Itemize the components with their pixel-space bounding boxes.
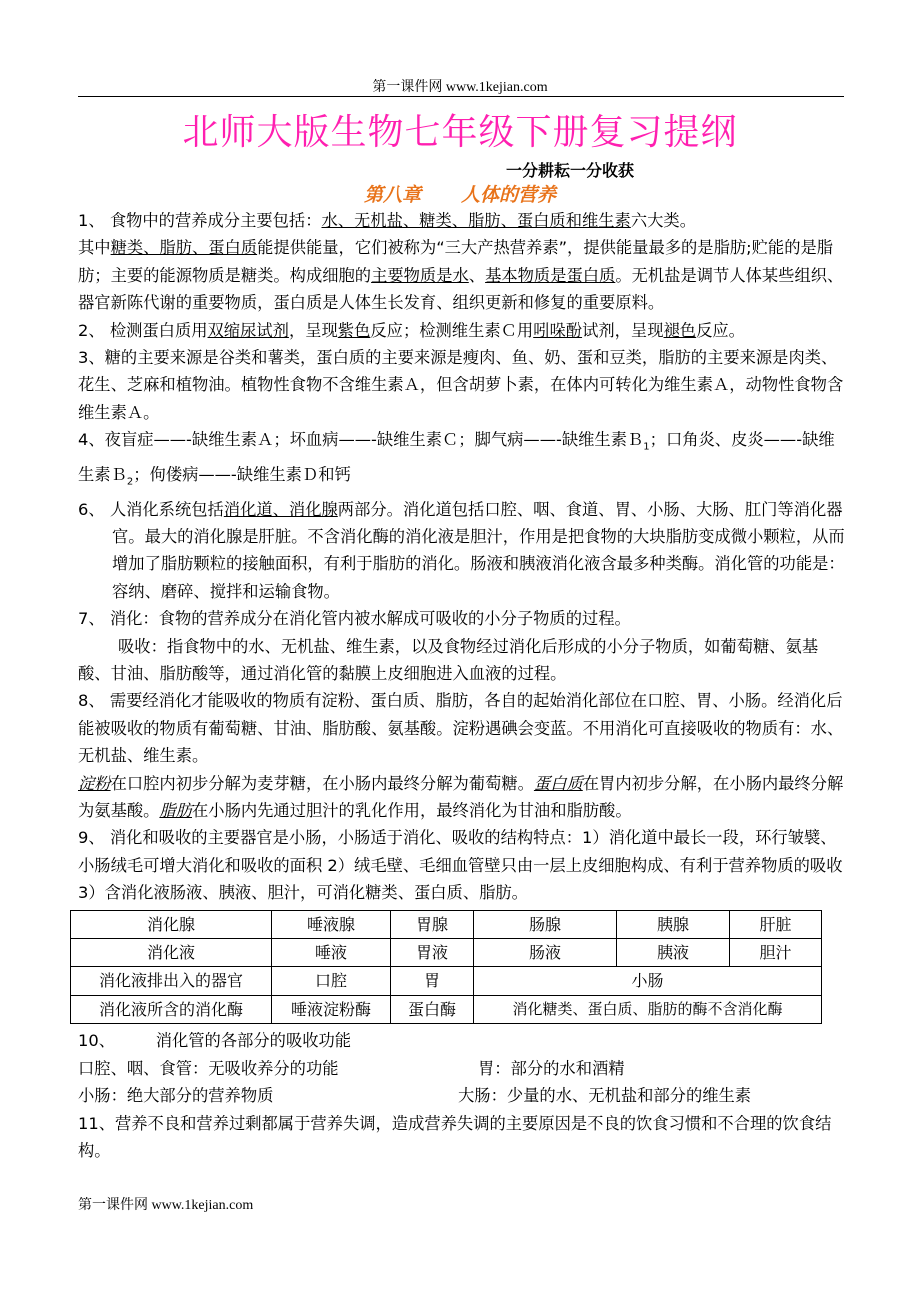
text: 试剂，呈现 <box>582 320 664 340</box>
chapter-name: 人体的营养 <box>461 184 557 206</box>
header-rule <box>78 96 844 97</box>
italic-underlined-text: 淀粉 <box>78 773 111 793</box>
paragraph-4 <box>78 426 848 495</box>
text: 小肠：绝大部分的营养物质 <box>78 1086 274 1106</box>
text: 、 <box>468 265 486 285</box>
table-cell: 肠液 <box>474 939 617 967</box>
subscript: 2 <box>126 476 134 488</box>
paragraph-8b <box>78 770 848 825</box>
table-cell: 唾液淀粉酶 <box>272 995 391 1023</box>
text: 不含消化酶 <box>707 999 783 1018</box>
underlined-text: 紫色 <box>337 320 371 340</box>
table-cell: 唾液 <box>272 939 391 967</box>
paragraph-9: 9、 消化和吸收的主要器官是小肠，小肠适于消化、吸收的结构特点：1）消化道中最长一段，环行皱襞、小肠绒毛可增大消化和吸收的面积 2）绒毛壁、毛细血管壁只由一层上皮细胞构成、有利于营养物质的吸收 3）含消化液肠液、胰液、胆汁，可消化糖类、蛋白质、脂肪。 <box>78 828 843 903</box>
document-body <box>78 207 848 1164</box>
text: 6、 人消化系统包括 <box>78 499 224 519</box>
underlined-text: 吲哚酚 <box>533 320 583 340</box>
underlined-text: 糖类、脂肪、蛋白质 <box>110 238 258 258</box>
table-row <box>71 910 822 938</box>
text: 反应。 <box>696 320 745 340</box>
paragraph-11: 11、营养不良和营养过剩都属于营养失调，造成营养失调的主要原因是不良的饮食习惯和不合理的饮食结构。 <box>78 1113 832 1160</box>
table-cell: 蛋白酶 <box>391 995 474 1023</box>
text: 4、夜盲症——-缺维生素Ａ；坏血病——-缺维生素Ｃ；脚气病——-缺维生素Ｂ <box>78 430 644 450</box>
underlined-text: 双缩尿试剂 <box>207 320 289 340</box>
underlined-text: 消化道、消化腺 <box>223 499 338 519</box>
text: ；佝偻病——-缺维生素Ｄ和钙 <box>133 464 351 484</box>
paragraph-7: 7、 消化：食物的营养成分在消化管内被水解成可吸收的小分子物质的过程。 <box>78 609 631 629</box>
table-cell: 胰液 <box>617 939 730 967</box>
text: 两部分。消化道包括口腔、咽、食道、胃、小肠、大肠、肛门等消化器官。最大的消化腺是肝脏。不含消化酶的消化液是胆汁，作用是把食物的大块脂肪变成微小颗粒，从而增加了脂肪颗粒的接触面积，有利于脂肪的消化。肠液和胰液消化液含最多种类酶。消化管的功能是：容纳、磨碎、搅拌和运输食物。 <box>112 499 845 601</box>
table-cell: 胃腺 <box>391 910 474 938</box>
table-cell: 胃液 <box>391 939 474 967</box>
table-cell: 肠腺 <box>474 910 617 938</box>
table-cell: 小肠 <box>474 967 822 995</box>
paragraph-8: 8、 需要经消化才能吸收的物质有淀粉、蛋白质、脂肪，各自的起始消化部位在口腔、胃、小肠。经消化后能被吸收的物质有葡萄糖、甘油、脂肪酸、氨基酸。淀粉遇碘会变蓝。不用消化可直接吸收的物质有：水、无机盐、维生素。 <box>78 691 844 766</box>
text: 口腔、咽、食管：无吸收养分的功能 <box>78 1058 339 1078</box>
text: 在小肠内先通过胆汁的乳化作用，最终消化为甘油和脂肪酸。 <box>192 801 632 821</box>
text: ，呈现 <box>288 320 338 340</box>
text: 1、 食物中的营养成分主要包括： <box>78 211 322 230</box>
table-cell: 消化液所含的消化酶 <box>71 995 272 1023</box>
underlined-text: 基本物质是蛋白质 <box>485 265 616 285</box>
paragraph-10: 10、 消化管的各部分的吸收功能 <box>78 1031 352 1051</box>
table-cell <box>474 995 822 1023</box>
table-row <box>71 967 822 995</box>
paragraph-1b <box>78 234 848 316</box>
chapter-number: 第八章 <box>363 184 421 206</box>
chapter-heading <box>0 180 920 207</box>
italic-underlined-text: 蛋白质 <box>533 773 583 793</box>
text: 反应；检测维生素Ｃ用 <box>370 320 534 340</box>
text: 在胃内初步分解，在小肠内最终分解为氨基酸。 <box>78 773 844 821</box>
page-footer: 第一课件网 www.1kejian.com <box>78 1198 254 1213</box>
table-row <box>71 995 822 1023</box>
subscript: 1 <box>643 441 650 453</box>
text: 六大类。 <box>630 211 696 230</box>
digestion-table <box>70 910 822 1025</box>
table-cell: 消化液 <box>71 939 272 967</box>
underlined-text: 褪色 <box>663 320 697 340</box>
paragraph-2 <box>78 317 848 344</box>
text: 在口腔内初步分解为麦芽糖，在小肠内最终分解为葡萄糖。 <box>110 773 534 793</box>
table-cell: 消化腺 <box>71 910 272 938</box>
text: ；口角炎、皮炎——-缺维生素Ｂ <box>78 430 835 484</box>
text: 其中 <box>78 238 111 258</box>
paragraph-7b: 吸收：指食物中的水、无机盐、维生素，以及食物经过消化后形成的小分子物质，如葡萄糖、氨基酸、甘油、脂肪酸等，通过消化管的黏膜上皮细胞进入血液的过程。 <box>78 636 819 683</box>
table-cell: 胃 <box>391 967 474 995</box>
text: 胃：部分的水和酒精 <box>478 1058 625 1078</box>
motto: 一分耕耘一分收获 <box>506 161 635 180</box>
italic-underlined-text: 脂肪 <box>159 801 192 821</box>
table-cell: 胰腺 <box>617 910 730 938</box>
text: 消化糖类、蛋白质、脂肪的酶 <box>512 999 708 1018</box>
table-cell: 肝脏 <box>730 910 822 938</box>
text: 能提供能量，它们被称为“三大产热营养素”，提供能量最多的是脂肪;贮能的是脂肪；主要的能源物质是糖类。构成细胞的 <box>78 238 834 285</box>
paragraph-1 <box>78 207 848 234</box>
text: 2、 检测蛋白质用 <box>78 320 208 340</box>
table-row <box>71 939 822 967</box>
table-cell: 口腔 <box>272 967 391 995</box>
table-cell: 消化液排出入的器官 <box>71 967 272 995</box>
paragraph-10a <box>78 1055 848 1082</box>
paragraph-10b <box>78 1082 848 1109</box>
table-cell: 胆汁 <box>730 939 822 967</box>
table-cell: 唾液腺 <box>272 910 391 938</box>
page-header: 第一课件网 www.1kejian.com <box>372 80 548 95</box>
paragraph-6 <box>78 496 848 606</box>
underlined-text: 主要物质是水 <box>371 265 469 285</box>
underlined-text: 水、无机盐、糖类、脂肪、蛋白质和维生素 <box>321 211 631 230</box>
text: 大肠：少量的水、无机盐和部分的维生素 <box>458 1086 752 1106</box>
document-title: 北师大版生物七年级下册复习提纲 <box>182 112 738 153</box>
paragraph-3: 3、糖的主要来源是谷类和薯类，蛋白质的主要来源是瘦肉、鱼、奶、蛋和豆类，脂肪的主要来源是肉类、花生、芝麻和植物油。植物性食物不含维生素Ａ，但含胡萝卜素，在体内可转化为维生素Ａ，动物性食物含维生素Ａ。 <box>78 348 844 422</box>
text: 。无机盐是调节人体某些组织、器官新陈代谢的重要物质，蛋白质是人体生长发育、组织更新和修复的重要原料。 <box>78 265 844 313</box>
